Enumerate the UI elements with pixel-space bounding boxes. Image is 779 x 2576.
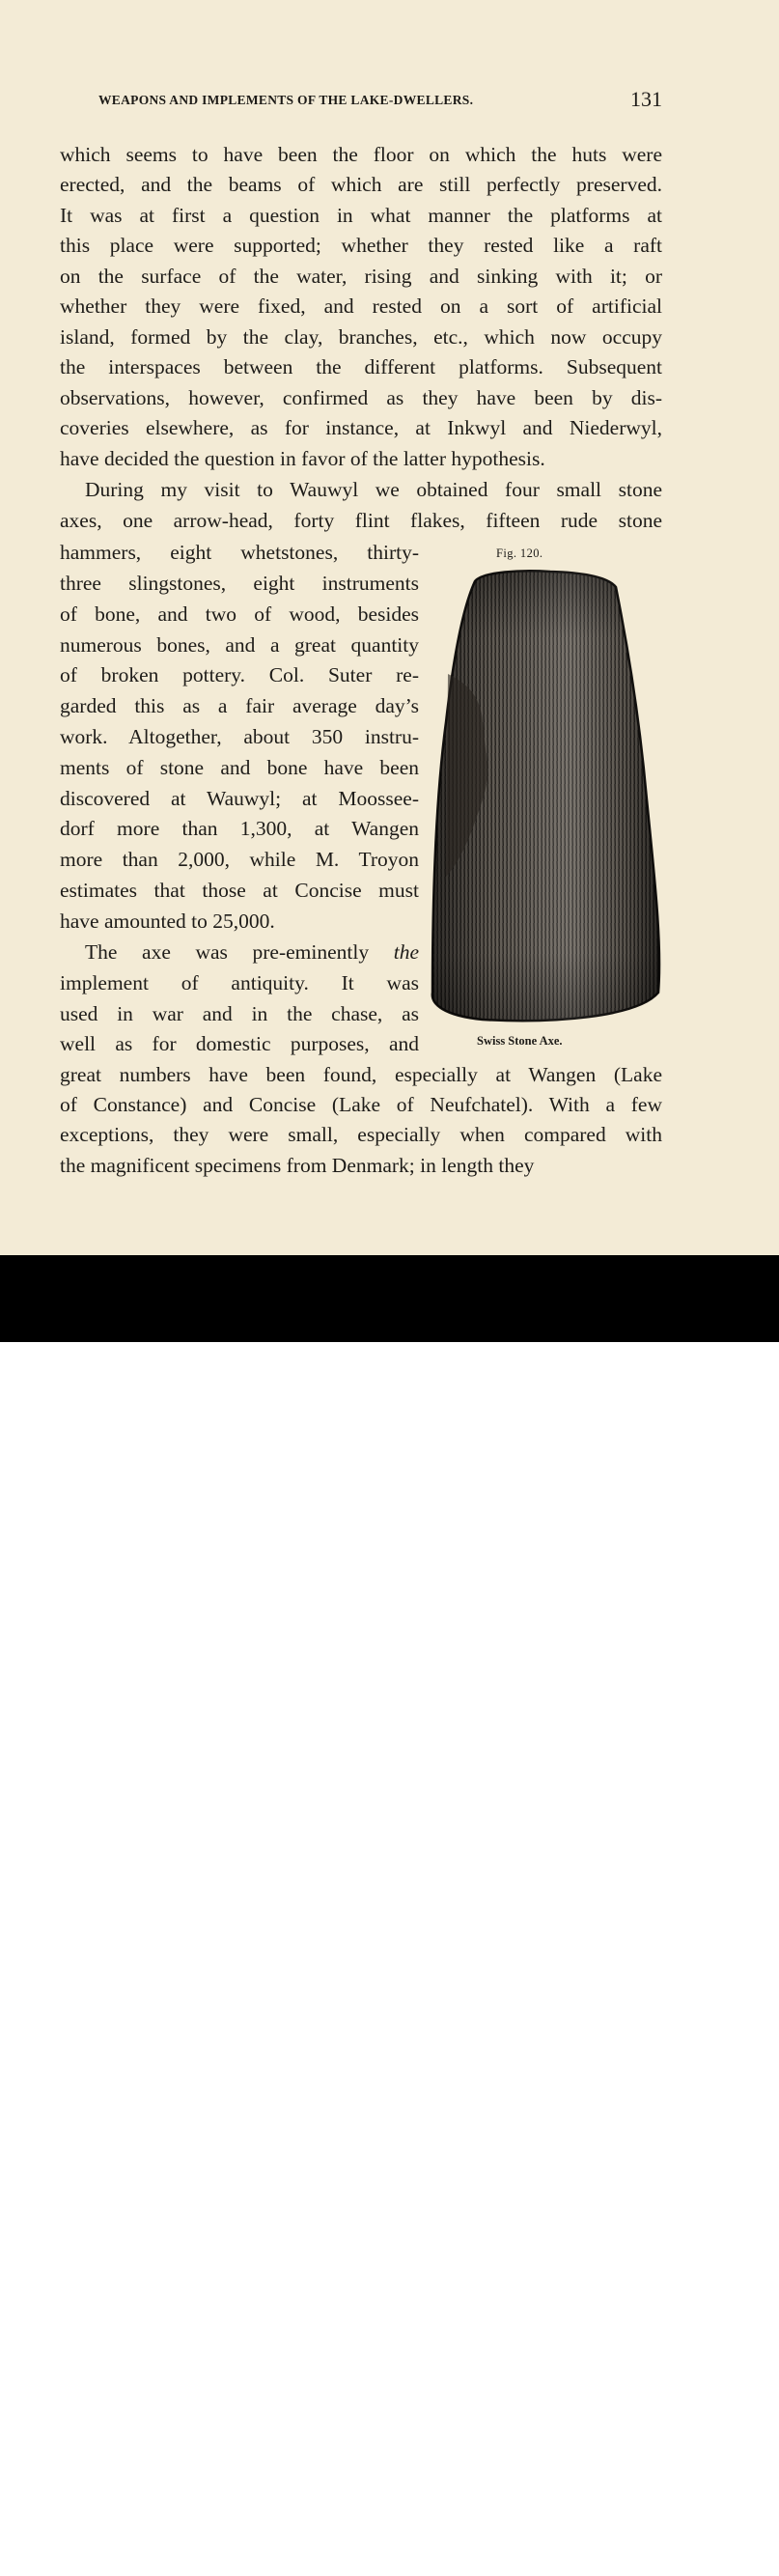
text-line: of broken pottery. Col. Suter re-: [60, 663, 419, 686]
running-title: WEAPONS AND IMPLEMENTS OF THE LAKE-DWELLERS.: [98, 93, 474, 107]
text-line: implement of antiquity. It was: [60, 971, 419, 994]
text-line: which seems to have been the floor on which the huts were: [60, 143, 662, 166]
text-line: on the surface of the water, rising and sinking with it; or: [60, 265, 662, 288]
text-line: the magnificent specimens from Denmark; in length they: [60, 1154, 535, 1177]
text-line: axes, one arrow-head, forty flint flakes, fifteen rude stone: [60, 509, 662, 532]
text-line: of bone, and two of wood, besides: [60, 602, 419, 626]
text-line: estimates that those at Concise must: [60, 879, 419, 902]
text-line: of Constance) and Concise (Lake of Neufchatel). With a few: [60, 1093, 662, 1116]
text-line: great numbers have been found, especially at Wangen (Lake: [60, 1063, 662, 1086]
italic-word: the: [393, 940, 419, 964]
image-id: H2XTF5: [675, 2529, 738, 2548]
text-line: well as for domestic purposes, and: [60, 1032, 419, 1055]
text-line: erected, and the beams of which are still perfectly preserved.: [60, 173, 662, 196]
text-line: this place were supported; whether they rested like a raft: [60, 234, 662, 257]
text-line: ments of stone and bone have been: [60, 756, 419, 779]
text-line: coveries elsewhere, as for instance, at Inkwyl and Niederwyl,: [60, 416, 662, 439]
figure-caption: Swiss Stone Axe.: [477, 1034, 563, 1048]
text-line: island, formed by the clay, branches, etc., which now occupy: [60, 325, 662, 349]
page-number: 131: [630, 87, 662, 111]
text-line: exceptions, they were small, especially when compared with: [60, 1123, 662, 1146]
watermark-footer: [0, 1255, 779, 2576]
text-line: discovered at Wauwyl; at Moossee-: [60, 787, 419, 810]
figure-label: Fig. 120.: [496, 546, 543, 560]
text-line: three slingstones, eight instruments: [60, 572, 419, 595]
stone-axe-illustration: [425, 568, 666, 1026]
text-span: The axe was pre-eminently: [85, 940, 394, 964]
text-line: [60, 939, 419, 965]
text-line: hammers, eight whetstones, thirty-: [60, 541, 419, 564]
text-line: garded this as a fair average day’s: [60, 694, 419, 717]
text-line: dorf more than 1,300, at Wangen: [60, 817, 419, 840]
text-line: more than 2,000, while M. Troyon: [60, 848, 419, 871]
book-page: [0, 0, 779, 1255]
alamy-logo: alamy: [48, 2526, 187, 2575]
text-line: whether they were fixed, and rested on a sort of artificial: [60, 294, 662, 318]
text-line: used in war and in the chase, as: [60, 1002, 419, 1025]
site-url: www.alamy.com: [605, 2557, 738, 2576]
text-line: the interspaces between the different platforms. Subsequent: [60, 355, 662, 378]
text-line: During my visit to Wauwyl we obtained four small stone: [85, 478, 662, 501]
running-head: [60, 87, 662, 116]
text-line: have amounted to 25,000.: [60, 910, 275, 933]
text-line: work. Altogether, about 350 instru-: [60, 725, 419, 748]
text-line: observations, however, confirmed as they have been by dis-: [60, 386, 662, 409]
text-line: have decided the question in favor of the latter hypothesis.: [60, 447, 545, 470]
text-line: It was at first a question in what manner the platforms at: [60, 204, 662, 227]
text-line: numerous bones, and a great quantity: [60, 633, 419, 657]
